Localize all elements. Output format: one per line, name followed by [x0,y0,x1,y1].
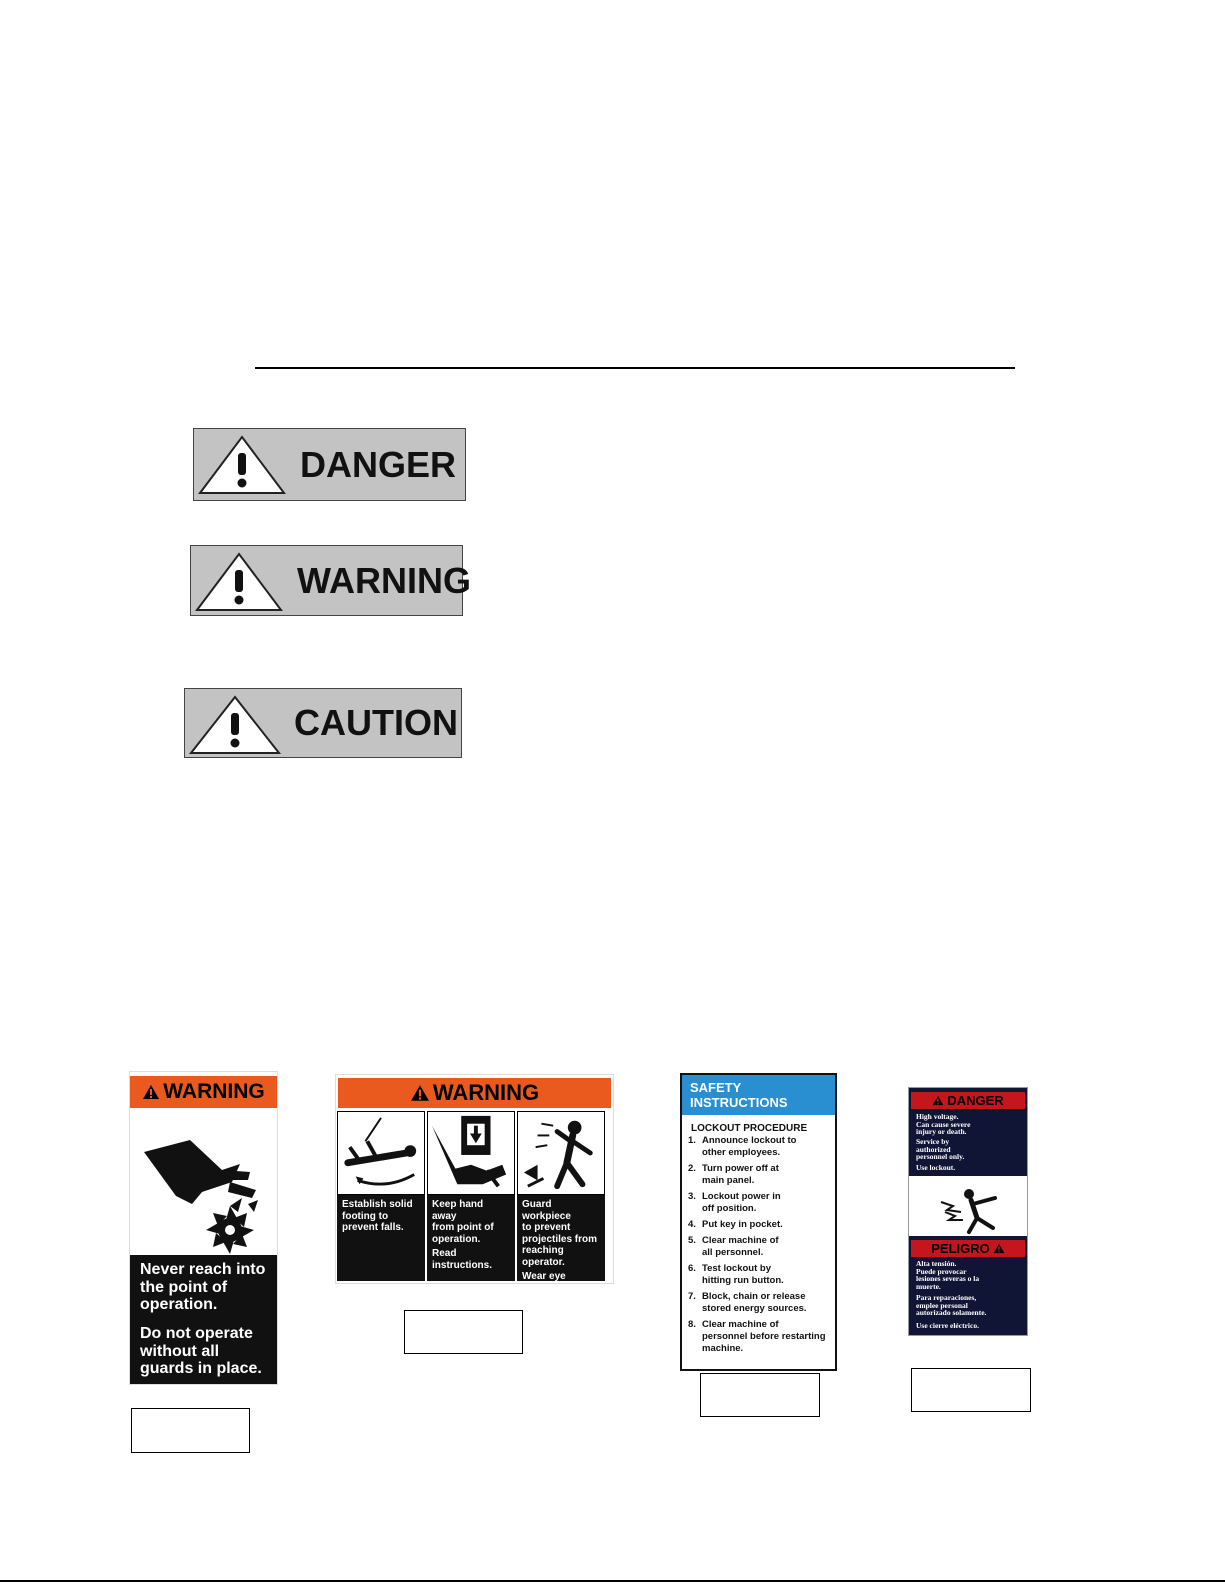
sign-subheader: LOCKOUT PROCEDURE [691,1123,808,1134]
crushing-hand-icon [427,1111,515,1195]
peligro-header-text: PELIGRO [931,1241,990,1256]
panel-line: protection. [522,1282,574,1294]
list-item [688,1135,832,1159]
alert-triangle-icon [410,1084,430,1102]
text-line: autorizado solamente. [916,1308,987,1317]
sign4-label-box [911,1368,1031,1412]
header-line: SAFETY [690,1080,742,1095]
text-line: lesiones severas o la [916,1274,980,1283]
sign-header-text: WARNING [163,1080,265,1103]
text-line: Para reparaciones, [916,1293,977,1302]
warning-banner [190,545,471,616]
panel-line: from point of [432,1222,494,1233]
exclamation-triangle-icon [196,433,288,497]
sign-header [338,1078,611,1108]
falling-person-icon [337,1111,425,1195]
panel-text [427,1195,515,1281]
sign-text-1: Never reach into the point of operation. [140,1261,266,1313]
panel-line: footing to [342,1210,389,1222]
alert-triangle-icon [142,1084,160,1100]
step-text: Announce lockout to [702,1135,797,1146]
danger-header [911,1092,1025,1109]
text-line: injury or death. [916,1127,967,1136]
text-line: emplee personal [916,1300,968,1310]
warning-panel-point-of-operation [427,1111,515,1281]
sign-header [130,1076,277,1108]
three-panel-warning-sign [336,1075,613,1294]
spanish-text-2 [916,1294,1024,1317]
step-number: 5. [688,1235,696,1246]
warning-word: WARNING [297,559,471,601]
list-item [688,1191,832,1215]
step-text: Turn power off at [702,1163,779,1174]
panel-line: Establish solid [342,1199,413,1210]
step-number: 1. [688,1135,696,1146]
list-item [688,1291,832,1315]
caution-banner [184,688,462,758]
step-text: Clear machine of [702,1235,779,1246]
alert-triangle-icon [932,1095,944,1106]
step-text: stored energy sources. [702,1303,807,1314]
panel-line: projectiles from [522,1233,598,1245]
warning-panel-projectiles [517,1111,605,1294]
step-text: Clear machine of [702,1319,779,1330]
step-text: Block, chain or release [702,1291,806,1302]
step-text: main panel. [702,1175,755,1186]
caution-word: CAUTION [294,702,458,743]
danger-banner [193,428,466,501]
panel-line: prevent falls. [342,1222,404,1233]
text-line: Alta tensión. [916,1259,957,1268]
list-item [688,1319,832,1355]
lockout-steps-list [688,1135,832,1359]
step-number: 7. [688,1291,696,1302]
panel-text [337,1195,425,1281]
list-item [688,1163,832,1187]
english-text-3: Use lockout. [916,1163,956,1172]
sign-text-2: Do not operate without all guards in place. [140,1325,262,1377]
sign-header [682,1075,835,1115]
sign3-label-box [700,1373,820,1417]
list-item [688,1219,832,1231]
point-of-operation-warning-sign [130,1072,277,1384]
text-line: Can cause severe [916,1119,971,1129]
text-line: High voltage. [916,1112,959,1121]
sign2-label-box [404,1310,523,1354]
step-number: 3. [688,1191,696,1202]
text-line: Service by [916,1137,950,1146]
hand-rotating-blade-icon [130,1112,277,1255]
step-text: Test lockout by [702,1263,771,1274]
sign-header-text: WARNING [432,1080,540,1105]
step-text: personnel before restarting machine. [702,1331,826,1354]
exclamation-triangle-icon [187,693,283,757]
text-line: Puede provocar [916,1266,967,1276]
step-text: all personnel. [702,1247,764,1258]
text-line: muerte. [916,1281,941,1291]
panel-line: Keep hand away [432,1199,484,1222]
step-text: other employees. [702,1147,781,1158]
panel-line: to prevent [522,1222,571,1233]
projectile-person-icon [517,1111,605,1195]
english-text-1 [916,1113,1024,1136]
step-text: off position. [702,1203,757,1214]
step-text: Put key in pocket. [702,1219,783,1230]
panel-line: Read instructions. [432,1248,493,1271]
panel-line: operation. [432,1233,481,1245]
english-text-2 [916,1138,1024,1161]
peligro-header [911,1240,1025,1257]
high-voltage-danger-sign [909,1088,1027,1335]
sign-black-panel [130,1255,277,1384]
electrocution-person-icon [909,1176,1027,1236]
danger-header-text: DANGER [947,1093,1004,1108]
step-number: 2. [688,1163,696,1174]
step-number: 6. [688,1263,696,1274]
panel-line: reaching operator. [522,1245,565,1268]
list-item [688,1263,832,1287]
text-line: personnel only. [916,1152,965,1161]
alert-triangle-icon [993,1243,1005,1254]
danger-word: DANGER [300,443,457,485]
sign1-label-box [131,1408,250,1453]
step-text: Lockout power in [702,1191,781,1202]
panel-text [517,1195,605,1294]
spanish-text-3: Use cierre eléctrico. [916,1321,979,1330]
warning-panel-falls [337,1111,425,1281]
panel-line: Guard workpiece [522,1199,571,1222]
list-item [688,1235,832,1259]
step-text: hitting run button. [702,1275,784,1286]
header-line: INSTRUCTIONS [690,1095,788,1110]
footer-rule [0,1580,1225,1582]
exclamation-triangle-icon [193,550,285,614]
step-number: 8. [688,1319,696,1330]
panel-line: Wear eye [522,1271,566,1282]
spanish-text-1 [916,1260,1024,1290]
section-divider [255,367,1015,369]
step-number: 4. [688,1219,696,1230]
lockout-safety-instructions-sign [680,1073,837,1371]
text-line: authorized [916,1144,951,1154]
